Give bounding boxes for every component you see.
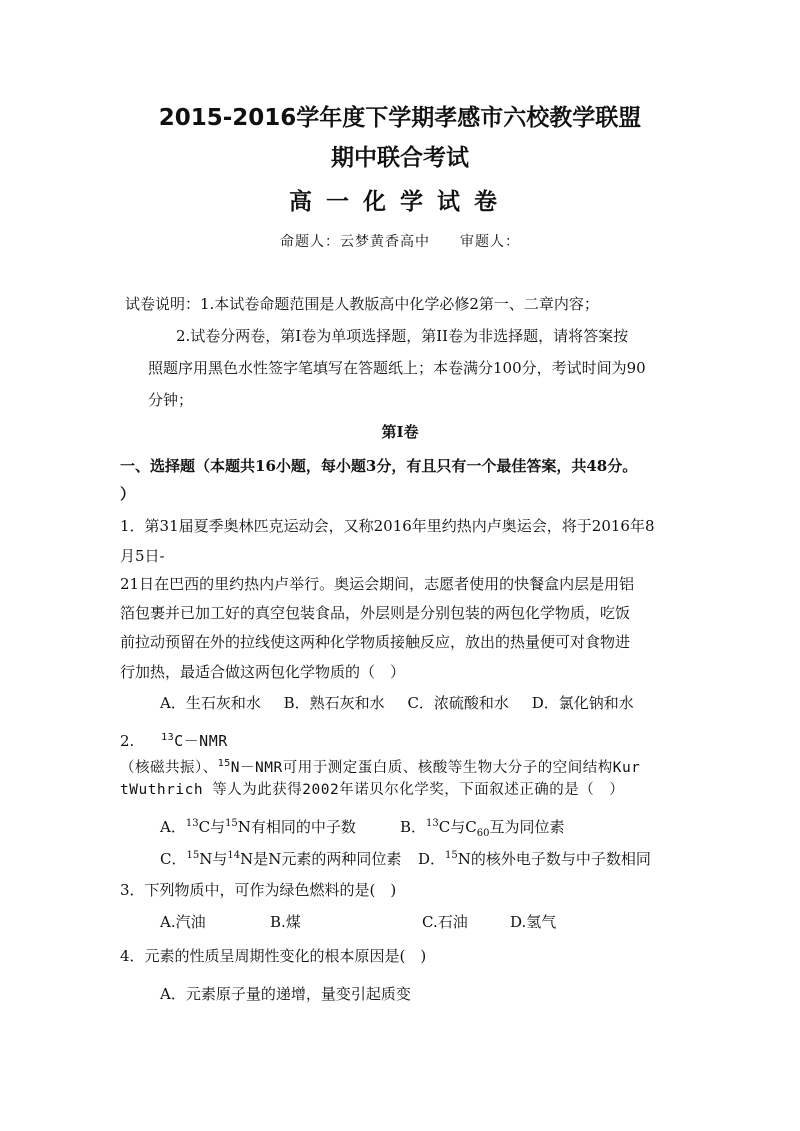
exam-title-line3: 高一化学试卷 — [289, 188, 511, 215]
subscript: 60 — [476, 828, 490, 839]
q2-number: 2. — [120, 732, 135, 750]
part1-heading: 第I卷 — [381, 423, 419, 441]
section-heading-cont: ） — [120, 485, 136, 503]
q1-option-a: A．生石灰和水 — [160, 694, 261, 712]
instruction-line-4: 分钟； — [148, 391, 194, 409]
option-text: 互为同位素 — [489, 818, 565, 836]
q4-option-a: A．元素原子量的递增，量变引起质变 — [160, 985, 411, 1003]
mass-number: 14 — [227, 850, 241, 861]
instruction-line-3: 照题序用黑色水性签字笔填写在答题纸上；本卷满分100分，考试时间为90 — [148, 359, 646, 377]
instruction-line-1: 试卷说明：1.本试卷命题范围是人教版高中化学必修2第一、二章内容； — [125, 295, 599, 313]
option-text: N有相同的中子数 — [237, 818, 356, 836]
option-text: N的核外电子数与中子数相同 — [457, 850, 651, 868]
q2-line-1 — [120, 728, 228, 751]
q1-line-3: 21日在巴西的里约热内卢举行。奥运会期间，志愿者使用的快餐盒内层是用铝 — [120, 575, 635, 593]
q2-line2-text: N－NMR可用于测定蛋白质、核酸等生物大分子的空间结构Kur — [230, 759, 641, 776]
mass-number: 15 — [186, 850, 200, 861]
q1-line-1: 1．第31届夏季奥林匹克运动会，又称2016年里约热内卢奥运会，将于2016年8 — [120, 517, 655, 535]
q2-line2-pre: （核磁共振）、 — [120, 759, 218, 776]
section-heading: 一、选择题（本题共16小题，每小题3分，有且只有一个最佳答案，共48分。 — [120, 457, 638, 475]
option-text: C与 — [198, 818, 226, 836]
q3-option-a: A.汽油 — [160, 913, 206, 931]
q2-option-b — [400, 814, 564, 844]
q1-line-5: 前拉动预留在外的拉线使这两种化学物质接触反应，放出的热量便可对食物进 — [120, 633, 631, 651]
q1-line-6: 行加热，最适合做这两包化学物质的（ ） — [120, 663, 406, 681]
q2-c13-nmr — [161, 732, 228, 750]
option-label: B． — [400, 818, 427, 836]
authors-line: 命题人：云梦黄香高中 审题人： — [280, 234, 520, 250]
q1-option-b: B．熟石灰和水 — [283, 694, 385, 712]
q1-option-c: C．浓硫酸和水 — [407, 694, 509, 712]
option-label: D． — [418, 850, 446, 868]
mass-number: 13 — [161, 732, 175, 743]
option-text: N是N元素的两种同位素 — [240, 850, 402, 868]
q2-option-d — [418, 846, 651, 869]
q4-stem: 4．元素的性质呈周期性变化的根本原因是( ) — [120, 947, 427, 965]
q3-option-d: D.氢气 — [510, 913, 557, 931]
q2-line-3: tWuthrich 等人为此获得2002年诺贝尔化学奖，下面叙述正确的是（ ） — [120, 782, 625, 798]
q2-option-a — [160, 814, 356, 837]
q1-option-d: D．氯化钠和水 — [531, 694, 634, 712]
mass-number: 15 — [445, 850, 458, 861]
exam-title-line1: 2015-2016学年度下学期孝感市六校教学联盟 — [158, 105, 642, 131]
mass-number: 15 — [225, 818, 238, 829]
mass-number: 13 — [185, 818, 199, 829]
q3-stem: 3．下列物质中，可作为绿色燃料的是( ) — [120, 881, 397, 899]
mass-number: 15 — [217, 758, 231, 769]
q2-option-c — [160, 846, 401, 869]
q2-line-2 — [120, 754, 640, 778]
q3-option-c: C.石油 — [422, 913, 468, 931]
q2-line1-text: C－NMR — [174, 732, 228, 750]
mass-number: 13 — [426, 818, 439, 829]
exam-title-line2: 期中联合考试 — [331, 145, 469, 171]
option-text: N与 — [199, 850, 228, 868]
q1-line-2: 月5日- — [120, 547, 165, 565]
option-text: C与C — [438, 818, 477, 836]
instruction-line-2: 2.试卷分两卷，第I卷为单项选择题，第II卷为非选择题，请将答案按 — [176, 327, 629, 345]
option-label: A． — [160, 818, 186, 836]
q1-line-4: 箔包裹并已加工好的真空包装食品，外层则是分别包装的两包化学物质，吃饭 — [120, 604, 631, 622]
q3-option-b: B.煤 — [270, 913, 301, 931]
option-label: C． — [160, 850, 187, 868]
q1-options — [160, 693, 652, 713]
